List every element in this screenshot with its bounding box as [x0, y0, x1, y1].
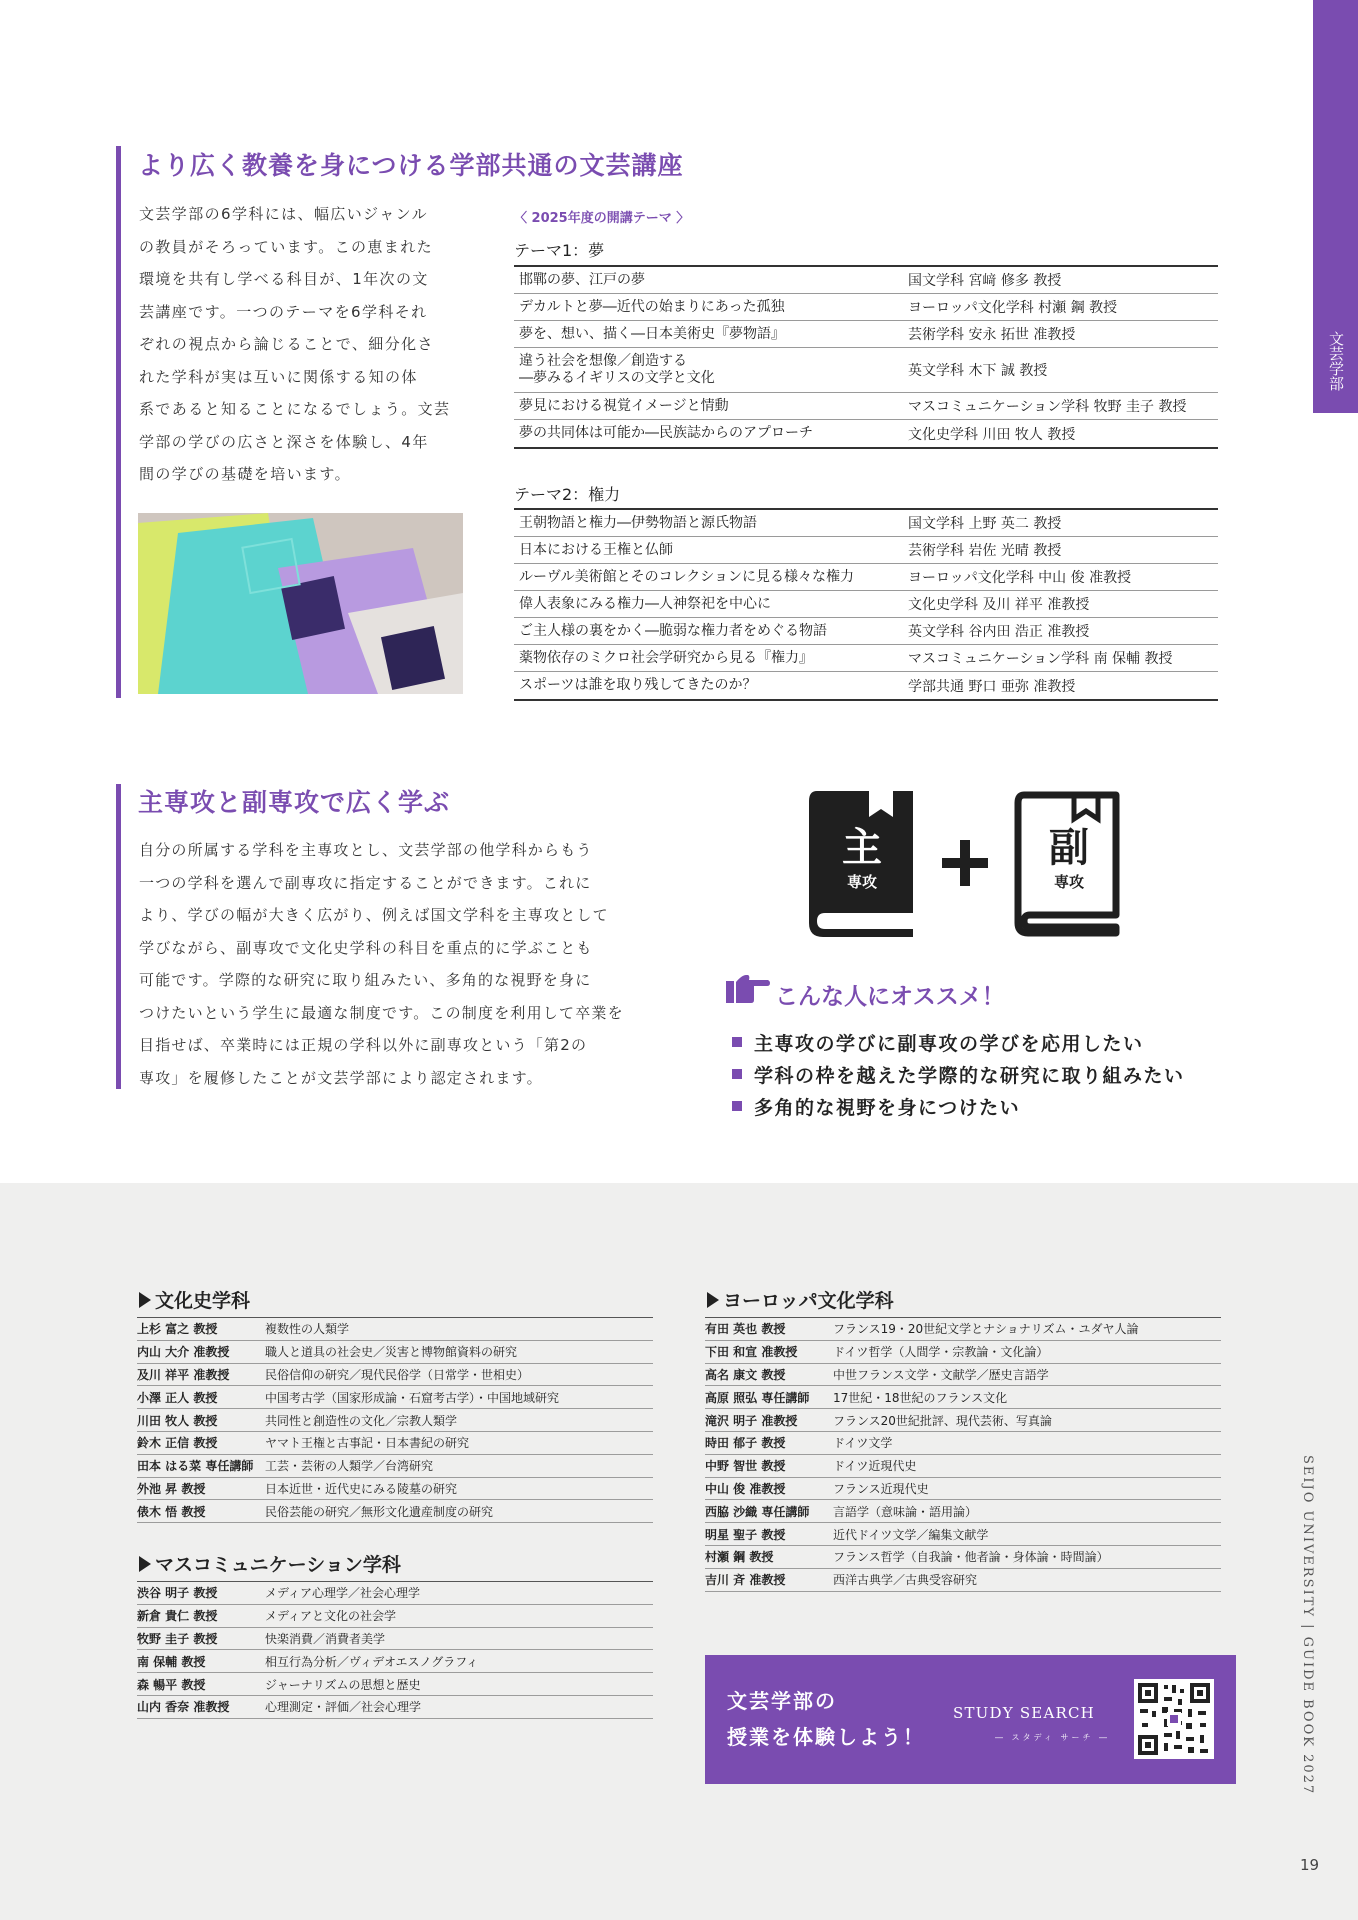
faculty-name: 田本 はる菜 専任講師 [137, 1459, 254, 1474]
qr-code-icon[interactable] [1134, 1679, 1214, 1759]
faculty-name: 中野 智世 教授 [705, 1459, 786, 1474]
faculty-name: 吉川 斉 准教授 [705, 1573, 786, 1588]
course-professor: 文化史学科 及川 祥平 准教授 [908, 597, 1090, 613]
faculty-field: 言語学（意味論・語用論） [833, 1504, 978, 1519]
faculty-field: 複数性の人類学 [265, 1322, 350, 1337]
faculty-row [137, 1432, 653, 1455]
faculty-row [705, 1364, 1221, 1387]
course-title-line: スポーツは誰を取り残してきたのか？ [519, 677, 757, 693]
body-line: つけたいという学生に最適な制度です。この制度を利用して卒業を [139, 1003, 624, 1022]
page-number: 19 [1300, 1856, 1320, 1874]
faculty-field: ヤマト王権と古事記・日本書紀の研究 [265, 1436, 470, 1451]
faculty-name: 鈴木 正信 教授 [137, 1436, 218, 1451]
course-title [514, 623, 906, 640]
course-title [514, 299, 906, 316]
section1-heading: より広く教養を身につける学部共通の文芸講座 [138, 151, 684, 180]
faculty-name: 及川 祥平 准教授 [137, 1367, 230, 1382]
faculty-name: 山内 香奈 准教授 [137, 1700, 230, 1715]
faculty-name: 高名 康文 教授 [705, 1367, 786, 1382]
faculty-row [137, 1386, 653, 1409]
faculty-field: 中国考古学（国家形成論・石窟考古学）・中国地域研究 [265, 1390, 560, 1405]
side-tab-label: 文芸学部 [1327, 331, 1345, 391]
course-title [514, 569, 906, 586]
body-line: 専攻」を履修したことが文芸学部により認定されます。 [139, 1068, 543, 1087]
recommend-item: 多角的な視野を身につけたい [732, 1090, 1185, 1122]
course-title-line: 邯鄲の夢、江戸の夢 [519, 271, 645, 288]
faculty-row [137, 1605, 653, 1628]
course-professor: 芸術学科 安永 拓世 准教授 [908, 327, 1076, 343]
course-title-line: 夢を、想い、描く―日本美術史『夢物語』 [519, 325, 785, 342]
faculty-name: 内山 大介 准教授 [137, 1345, 230, 1360]
book-minor-small-text: 専攻 [1053, 873, 1085, 891]
course-row [514, 348, 1218, 393]
course-title [514, 272, 906, 289]
body-line: 可能です。学際的な研究に取り組みたい、多角的な視野を身に [139, 971, 592, 989]
course-professor: 国文学科 上野 英二 教授 [908, 516, 1062, 532]
course-row [514, 510, 1218, 537]
course-title-line: 日本における王権と仏師 [519, 541, 673, 558]
recommend-list [732, 1026, 1185, 1122]
faculty-row [137, 1478, 653, 1501]
recommend-item: 主専攻の学びに副専攻の学びを応用したい [732, 1026, 1185, 1058]
book-major-icon [807, 791, 917, 937]
faculty-field: 西洋古典学／古典受容研究 [833, 1573, 978, 1588]
course-title-line: 王朝物語と権力―伊勢物語と源氏物語 [519, 514, 757, 531]
course-professor: ヨーロッパ文化学科 中山 俊 准教授 [908, 570, 1132, 586]
faculty-field: 日本近世・近代史にみる陵墓の研究 [265, 1481, 458, 1496]
body-line: 学部の学びの広さと深さを体験し、4年 [139, 432, 429, 451]
course-row [514, 321, 1218, 348]
faculty-row [705, 1455, 1221, 1478]
faculty-field: フランス近現代史 [833, 1481, 929, 1496]
course-title [514, 542, 906, 559]
course-row [514, 537, 1218, 564]
section2-body [139, 834, 679, 1094]
section1-body [139, 198, 479, 491]
recommend-item: 学科の枠を越えた学際的な研究に取り組みたい [732, 1058, 1185, 1090]
course-title-line: ご主人様の裏をかく―脆弱な権力者をめぐる物語 [519, 622, 827, 639]
faculty-name: 中山 俊 准教授 [705, 1481, 786, 1496]
faculty-name: 南 保輔 教授 [137, 1654, 206, 1669]
book-major-big-text: 主 [842, 825, 882, 871]
dept-heading-bunkashi: 文化史学科 [139, 1286, 250, 1313]
course-row [514, 267, 1218, 294]
body-line: 自分の所属する学科を主専攻とし、文芸学部の他学科からもう [139, 841, 593, 859]
course-title [514, 596, 906, 613]
course-row [514, 618, 1218, 645]
course-title [514, 353, 906, 387]
faculty-field: 職人と道具の社会史／災害と博物館資料の研究 [265, 1345, 518, 1360]
faculty-name: 高原 照弘 専任講師 [705, 1390, 810, 1405]
faculty-field: フランス19・20世紀文学とナショナリズム・ユダヤ人論 [833, 1322, 1139, 1337]
study-search-logo-sub: ― スタディ サーチ ― [995, 1733, 1110, 1742]
faculty-name: 新倉 貴仁 教授 [137, 1609, 218, 1624]
theme2-title: テーマ2：権力 [514, 485, 621, 504]
course-row [514, 591, 1218, 618]
theme-caption: 〈 2025年度の開講テーマ 〉 [514, 211, 690, 226]
theme1-table [514, 265, 1218, 449]
course-title-line: ―夢みるイギリスの文学と文化 [519, 370, 715, 386]
dept-heading-masscomm: マスコミュニケーション学科 [139, 1550, 401, 1577]
course-title-line: 薬物依存のミクロ社会学研究から見る『権力』 [519, 649, 813, 666]
faculty-field: 快楽消費／消費者美学 [265, 1631, 386, 1646]
theme2-table [514, 508, 1218, 701]
course-professor: 芸術学科 岩佐 光晴 教授 [908, 543, 1062, 559]
faculty-row [705, 1523, 1221, 1546]
faculty-name: 時田 郁子 教授 [705, 1436, 786, 1451]
course-row [514, 564, 1218, 591]
course-professor: マスコミュニケーション学科 牧野 圭子 教授 [908, 399, 1187, 415]
faculty-row [705, 1569, 1221, 1592]
faculty-field: メディア心理学／社会心理学 [265, 1586, 421, 1601]
body-line: 目指せば、卒業時には正規の学科以外に副専攻という「第2の [139, 1036, 588, 1054]
study-search-text: 文芸学部の 授業を体験しよう！ [727, 1689, 925, 1749]
faculty-row [705, 1386, 1221, 1409]
course-title [514, 677, 906, 694]
body-line: 環境を共有し学べる科目が、1年次の文 [139, 270, 429, 288]
faculty-row [137, 1409, 653, 1432]
course-professor: ヨーロッパ文化学科 村瀬 鋼 教授 [908, 300, 1118, 316]
course-title-line: ルーヴル美術館とそのコレクションに見る様々な権力 [519, 568, 855, 585]
faculty-row [705, 1500, 1221, 1523]
faculty-name: 下田 和宣 准教授 [705, 1345, 798, 1360]
faculty-name: 外池 昇 教授 [137, 1481, 206, 1496]
book-minor-icon [1012, 791, 1122, 937]
study-search-logo: STUDY SEARCH [953, 1704, 1095, 1722]
book-minor-big-text: 副 [1049, 825, 1089, 871]
faculty-row [705, 1409, 1221, 1432]
faculty-row [137, 1341, 653, 1364]
faculty-row [137, 1628, 653, 1651]
textbooks-photo [138, 513, 463, 694]
faculty-field: ドイツ文学 [833, 1436, 893, 1451]
faculty-table-bunkashi [137, 1317, 653, 1523]
faculty-row [137, 1673, 653, 1696]
course-title [514, 398, 906, 415]
faculty-name: 川田 牧人 教授 [137, 1413, 218, 1428]
faculty-name: 牧野 圭子 教授 [137, 1631, 218, 1646]
faculty-field: 17世紀・18世紀のフランス文化 [833, 1390, 1008, 1405]
course-professor: 英文学科 谷内田 浩正 准教授 [908, 624, 1090, 640]
body-line: 間の学びの基礎を培います。 [139, 465, 352, 483]
body-line: の教員がそろっています。この恵まれた [139, 237, 434, 256]
faculty-name: 俵木 悟 教授 [137, 1504, 206, 1519]
faculty-row [705, 1478, 1221, 1501]
faculty-row [137, 1696, 653, 1719]
faculty-name: 滝沢 明子 准教授 [705, 1413, 798, 1428]
course-professor: 学部共通 野口 亜弥 准教授 [908, 678, 1076, 695]
faculty-field: メディアと文化の社会学 [265, 1609, 397, 1624]
body-line: ぞれの視点から論じることで、細分化さ [139, 335, 434, 353]
pointing-hand-icon [726, 973, 770, 1005]
guide-book-label: SEIJO UNIVERSITY | GUIDE BOOK 2027 [1300, 1455, 1315, 1796]
body-line: 学びながら、副専攻で文化史学科の科目を重点的に学ぶことも [139, 938, 593, 957]
faculty-field: ドイツ哲学（人間学・宗教論・文化論） [833, 1345, 1049, 1360]
faculty-row [137, 1364, 653, 1387]
course-professor: マスコミュニケーション学科 南 保輔 教授 [908, 651, 1173, 667]
course-title [514, 326, 906, 343]
faculty-name: 明星 聖子 教授 [705, 1527, 786, 1542]
course-title [514, 650, 906, 667]
faculty-field: ジャーナリズムの思想と歴史 [265, 1677, 421, 1692]
faculty-table-masscomm [137, 1581, 653, 1719]
course-professor: 文化史学科 川田 牧人 教授 [908, 426, 1076, 443]
body-line: 一つの学科を選んで副専攻に指定することができます。これに [139, 873, 592, 892]
plus-icon [942, 840, 988, 886]
course-title-line: デカルトと夢―近代の始まりにあった孤独 [519, 298, 785, 315]
faculty-field: フランス20世紀批評、現代芸術、写真論 [833, 1413, 1052, 1428]
body-line: 文芸学部の6学科には、幅広いジャンル [139, 205, 429, 223]
faculty-row [705, 1546, 1221, 1569]
course-title-line: 偉人表象にみる権力―人神祭祀を中心に [519, 595, 771, 612]
course-title-line: 夢見における視覚イメージと情動 [519, 397, 729, 414]
course-row [514, 420, 1218, 447]
faculty-table-europe [705, 1317, 1221, 1592]
course-row [514, 645, 1218, 672]
course-row [514, 672, 1218, 699]
faculty-field: 工芸・芸術の人類学／台湾研究 [265, 1459, 434, 1474]
faculty-field: 共同性と創造性の文化／宗教人類学 [265, 1413, 458, 1428]
faculty-row [705, 1432, 1221, 1455]
course-title-line: 夢の共同体は可能か―民族誌からのアプローチ [519, 425, 813, 441]
faculty-field: 相互行為分析／ヴィデオエスノグラフィ [265, 1654, 479, 1669]
faculty-field: 中世フランス文学・文献学／歴史言語学 [833, 1367, 1049, 1382]
body-line: より、学びの幅が大きく広がり、例えば国文学科を主専攻として [139, 906, 609, 924]
faculty-name: 小澤 正人 教授 [137, 1390, 218, 1405]
dept-heading-europe: ヨーロッパ文化学科 [707, 1286, 894, 1313]
section-bar [116, 146, 121, 698]
faculty-name: 渋谷 明子 教授 [137, 1586, 218, 1601]
faculty-row [137, 1650, 653, 1673]
faculty-field: 民俗信仰の研究／現代民俗学（日常学・世相史） [265, 1367, 530, 1382]
course-row [514, 393, 1218, 420]
faculty-field: ドイツ近現代史 [833, 1459, 917, 1474]
book-major-small-text: 専攻 [846, 873, 878, 891]
course-title [514, 425, 906, 442]
faculty-name: 森 暢平 教授 [137, 1677, 206, 1692]
section2-heading: 主専攻と副専攻で広く学ぶ [138, 788, 451, 817]
faculty-row [705, 1341, 1221, 1364]
course-title-line: 違う社会を想像／創造する [519, 353, 687, 369]
course-professor: 国文学科 宮﨑 修多 教授 [908, 273, 1062, 289]
faculty-row [137, 1500, 653, 1523]
course-professor: 英文学科 木下 誠 教授 [908, 363, 1048, 379]
course-row [514, 294, 1218, 321]
faculty-field: フランス哲学（自我論・他者論・身体論・時間論） [833, 1550, 1109, 1565]
faculty-row [137, 1582, 653, 1605]
section-bar [116, 784, 121, 1089]
faculty-name: 西脇 沙織 専任講師 [705, 1504, 810, 1519]
faculty-row [705, 1318, 1221, 1341]
theme1-title: テーマ1：夢 [514, 241, 605, 260]
body-line: 系であると知ることになるでしょう。文芸 [139, 400, 451, 418]
faculty-row [137, 1455, 653, 1478]
faculty-field: 近代ドイツ文学／編集文献学 [833, 1527, 989, 1542]
faculty-field: 心理測定・評価／社会心理学 [265, 1700, 422, 1715]
faculty-name: 有田 英也 教授 [705, 1322, 786, 1337]
faculty-field: 民俗芸能の研究／無形文化遺産制度の研究 [265, 1504, 494, 1519]
faculty-row [137, 1318, 653, 1341]
faculty-name: 村瀬 鋼 教授 [705, 1550, 774, 1565]
course-title [514, 515, 906, 532]
recommend-title: こんな人にオススメ！ [775, 984, 1005, 1010]
body-line: れた学科が実は互いに関係する知の体 [139, 367, 418, 386]
body-line: 芸講座です。一つのテーマを6学科それ [139, 302, 428, 321]
faculty-name: 上杉 富之 教授 [137, 1322, 218, 1337]
